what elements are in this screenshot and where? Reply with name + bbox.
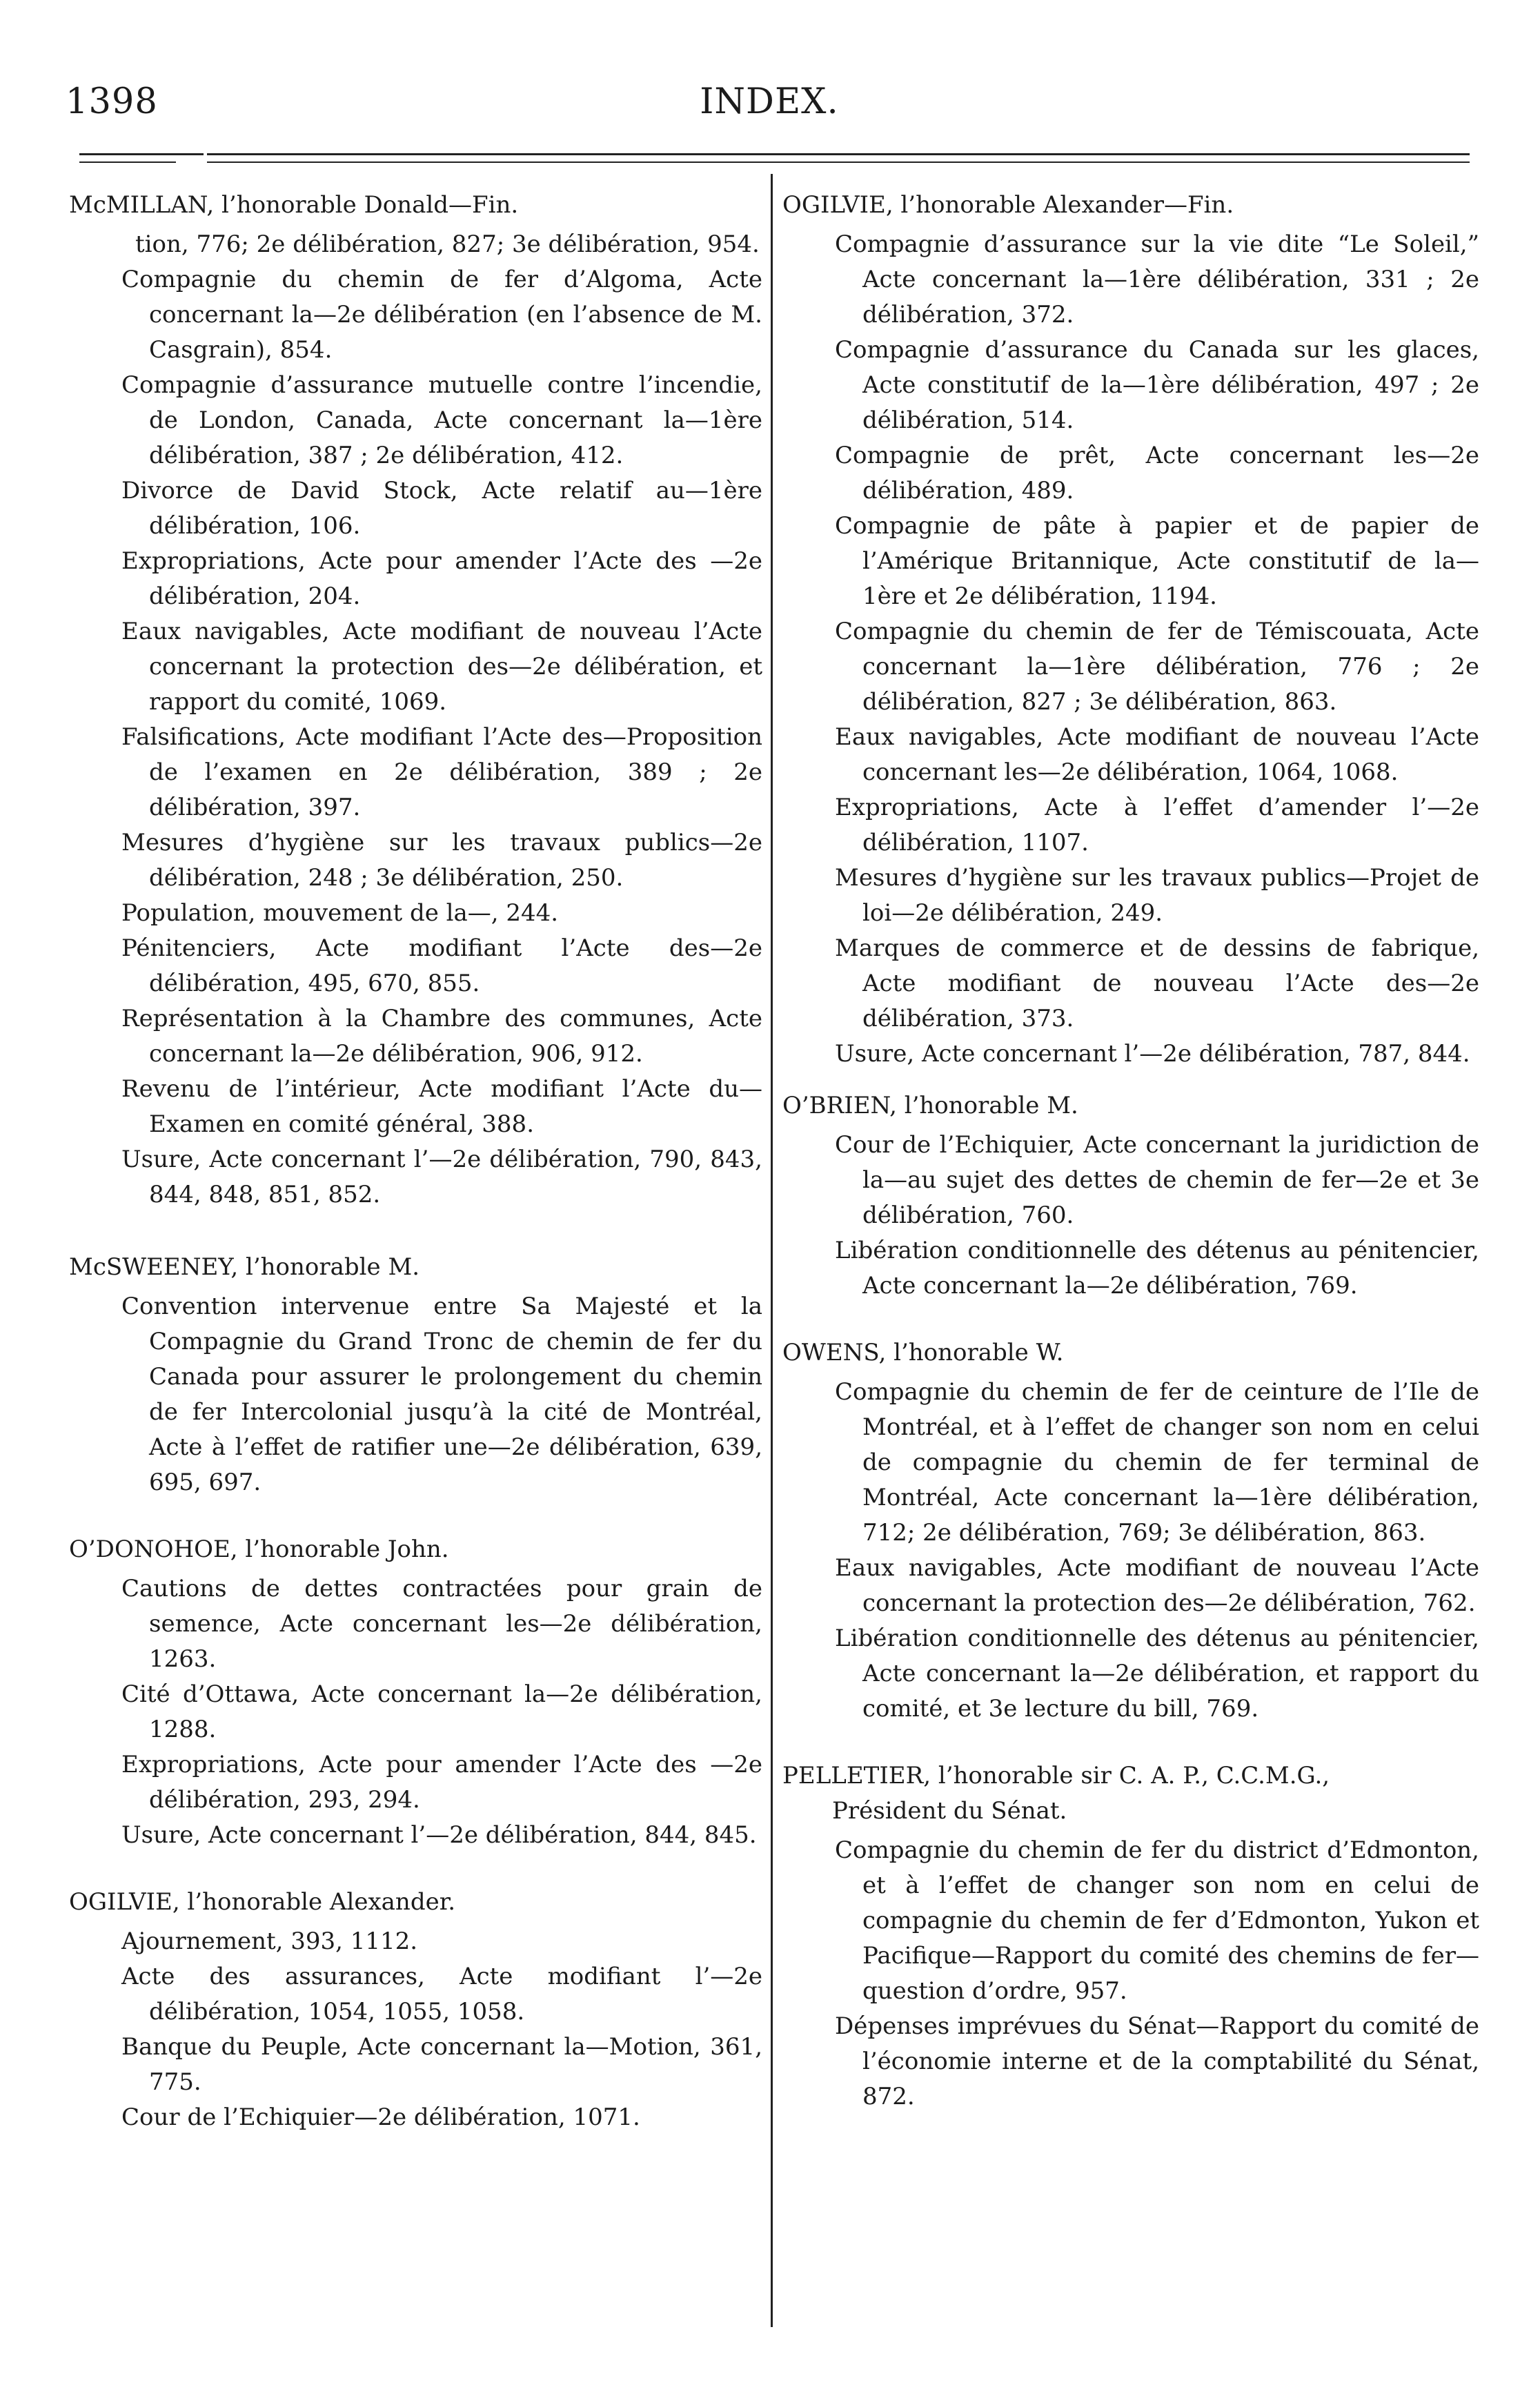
page-title: INDEX. (700, 81, 839, 122)
entry-item: Expropriations, Acte pour amender l’Acte des —2e délibération, 204. (121, 547, 762, 610)
entry-item: Eaux navigables, Acte modifiant de nouveau l’Acte concernant la protection des—2e délibération, 762. (835, 1554, 1479, 1617)
entry-item: Cour de l’Echiquier, Acte concernant la juridiction de la—au sujet des dettes de chemin de fer—2e et 3e délibération, 760. (835, 1131, 1479, 1229)
entry-items (69, 1571, 762, 1853)
entry-item: Expropriations, Acte pour amender l’Acte des —2e délibération, 293, 294. (121, 1751, 762, 1814)
left-column (69, 188, 762, 2167)
entry-name: OWENS, l’honorable W. (782, 1339, 1064, 1366)
entry-item: Compagnie de prêt, Acte concernant les—2e délibération, 489. (835, 442, 1479, 504)
index-entry (782, 188, 1479, 1072)
right-column (782, 188, 1479, 2146)
entry-item: Compagnie d’assurance du Canada sur les glaces, Acte constitutif de la—1ère délibération, 497 ; 2e délibération, 514. (835, 336, 1479, 434)
entry-item: Libération conditionnelle des détenus au pénitencier, Acte concernant la—2e délibération, et rapport du comité, et 3e lecture du bill, 769. (835, 1625, 1479, 1723)
entry-item: Compagnie du chemin de fer du district d’Edmonton, et à l’effet de changer son nom en celui de compagnie du chemin de fer d’Edmonton, Yukon et Pacifique—Rapport du comité des chemins de fer—question d’ordre, 957. (835, 1836, 1479, 2005)
index-entry (69, 188, 762, 1213)
entry-item: Compagnie d’assurance mutuelle contre l’incendie, de London, Canada, Acte concernant la—1ère délibération, 387 ; 2e délibération, 412. (121, 371, 762, 469)
entry-item: Dépenses imprévues du Sénat—Rapport du comité de l’économie interne et de la comptabilité du Sénat, 872. (835, 2012, 1479, 2110)
entry-item: Marques de commerce et de dessins de fabrique, Acte modifiant de nouveau l’Acte des—2e délibération, 373. (835, 934, 1479, 1032)
entry-item: Libération conditionnelle des détenus au pénitencier, Acte concernant la—2e délibération, 769. (835, 1237, 1479, 1299)
index-entry (782, 1088, 1479, 1304)
entry-item: Représentation à la Chambre des communes, Acte concernant la—2e délibération, 906, 912. (121, 1005, 762, 1068)
entry-item: Revenu de l’intérieur, Acte modifiant l’Acte du—Examen en comité général, 388. (121, 1075, 762, 1138)
entry-item: Banque du Peuple, Acte concernant la—Motion, 361, 775. (121, 2033, 762, 2096)
header-rule (79, 161, 176, 163)
entry-item: Compagnie de pâte à papier et de papier de l’Amérique Britannique, Acte constitutif de la—1ère et 2e délibération, 1194. (835, 512, 1479, 610)
entry-name: OGILVIE, l’honorable Alexander. (69, 1888, 456, 1916)
entry-item: Acte des assurances, Acte modifiant l’—2e délibération, 1054, 1055, 1058. (121, 1963, 762, 2026)
entry-item: Eaux navigables, Acte modifiant de nouveau l’Acte concernant la protection des—2e délibération, et rapport du comité, 1069. (121, 618, 762, 716)
page-header (66, 81, 1473, 137)
header-rule (207, 153, 1470, 155)
entry-name: O’BRIEN, l’honorable M. (782, 1092, 1078, 1119)
entry-item: Population, mouvement de la—, 244. (121, 899, 559, 927)
header-rule (207, 161, 1470, 163)
index-entry (69, 1532, 762, 1853)
entry-item: Convention intervenue entre Sa Majesté et la Compagnie du Grand Tronc de chemin de fer du Canada pour assurer le prolongement du chemin de fer Intercolonial jusqu’à la cité de Montréal, Acte à l’effet de ratifier une—2e délibération, 639, 695, 697. (121, 1293, 762, 1496)
entry-item: Ajournement, 393, 1112. (121, 1928, 418, 1955)
entry-item: Eaux navigables, Acte modifiant de nouveau l’Acte concernant les—2e délibération, 1064, 1068. (835, 723, 1479, 786)
index-entry (782, 1758, 1479, 2115)
entry-name: McMILLAN, l’honorable Donald—Fin. (69, 191, 519, 219)
entry-items (69, 1289, 762, 1500)
entry-item: Divorce de David Stock, Acte relatif au—1ère délibération, 106. (121, 477, 762, 540)
entry-item: Cautions de dettes contractées pour grain de semence, Acte concernant les—2e délibération, 1263. (121, 1575, 762, 1673)
entry-item: Usure, Acte concernant l’—2e délibération, 844, 845. (121, 1821, 757, 1849)
entry-items (782, 1128, 1479, 1304)
index-entry (782, 1335, 1479, 1727)
entry-item: Mesures d’hygiène sur les travaux publics—Projet de loi—2e délibération, 249. (835, 864, 1479, 927)
entry-subtitle: Président du Sénat. (832, 1797, 1067, 1825)
entry-items (69, 227, 762, 1213)
entry-item: Compagnie du chemin de fer d’Algoma, Acte concernant la—2e délibération (en l’absence de M. Casgrain), 854. (121, 266, 762, 364)
entry-item: Pénitenciers, Acte modifiant l’Acte des—2e délibération, 495, 670, 855. (121, 934, 762, 997)
entry-items (782, 1833, 1479, 2115)
page-number: 1398 (66, 81, 158, 122)
entry-item: Usure, Acte concernant l’—2e délibération, 787, 844. (835, 1040, 1470, 1068)
entry-name: OGILVIE, l’honorable Alexander—Fin. (782, 191, 1234, 219)
entry-item: tion, 776; 2e délibération, 827; 3e délibération, 954. (135, 231, 760, 258)
header-rule (79, 153, 204, 155)
column-divider (771, 174, 773, 2327)
entry-item: Compagnie du chemin de fer de Témiscouata, Acte concernant la—1ère délibération, 776 ; 2e délibération, 827 ; 3e délibération, 863. (835, 618, 1479, 716)
entry-items (69, 1924, 762, 2135)
entry-items (782, 1375, 1479, 1727)
entry-item: Compagnie d’assurance sur la vie dite “Le Soleil,” Acte concernant la—1ère délibération, 331 ; 2e délibération, 372. (835, 231, 1479, 328)
entry-items (782, 227, 1479, 1072)
entry-item: Falsifications, Acte modifiant l’Acte des—Proposition de l’examen en 2e délibération, 389 ; 2e délibération, 397. (121, 723, 762, 821)
entry-item: Expropriations, Acte à l’effet d’amender l’—2e délibération, 1107. (835, 794, 1479, 856)
index-entry (69, 1885, 762, 2135)
entry-name: PELLETIER, l’honorable sir C. A. P., C.C.M.G., (782, 1762, 1330, 1789)
entry-name: O’DONOHOE, l’honorable John. (69, 1536, 449, 1563)
entry-item: Compagnie du chemin de fer de ceinture de l’Ile de Montréal, et à l’effet de changer son nom en celui de compagnie du chemin de fer terminal de Montréal, Acte concernant la—1ère délibération, 712; 2e délibération, 769; 3e délibération, 863. (835, 1378, 1479, 1547)
entry-item: Usure, Acte concernant l’—2e délibération, 790, 843, 844, 848, 851, 852. (121, 1146, 762, 1208)
entry-item: Cité d’Ottawa, Acte concernant la—2e délibération, 1288. (121, 1680, 762, 1743)
entry-name: McSWEENEY, l’honorable M. (69, 1253, 420, 1281)
index-entry (69, 1250, 762, 1500)
entry-item: Mesures d’hygiène sur les travaux publics—2e délibération, 248 ; 3e délibération, 250. (121, 829, 762, 892)
entry-item: Cour de l’Echiquier—2e délibération, 1071. (121, 2103, 640, 2131)
